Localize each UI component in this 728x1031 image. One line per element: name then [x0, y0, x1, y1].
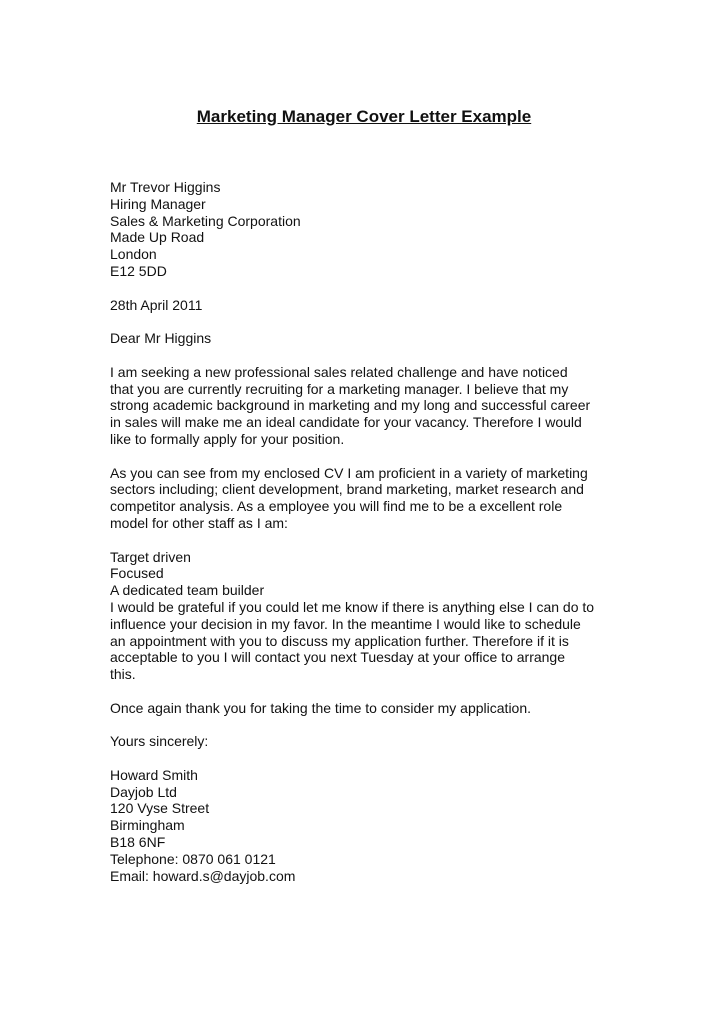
paragraph-skills	[110, 465, 670, 532]
paragraph-line: sectors including; client development, brand marketing, market research and	[110, 481, 584, 498]
spacer	[110, 750, 670, 767]
list-item: Focused	[110, 565, 164, 582]
paragraph-line: like to formally apply for your position.	[110, 430, 345, 447]
signoff: Yours sincerely:	[110, 733, 209, 750]
closing-paragraph: Once again thank you for taking the time to consider my application.	[110, 699, 532, 716]
sender-company: Dayjob Ltd	[110, 783, 177, 800]
sender-city: Birmingham	[110, 817, 185, 834]
sender-street: 120 Vyse Street	[110, 800, 210, 817]
recipient-role: Hiring Manager	[110, 195, 206, 212]
paragraph-line: model for other staff as I am:	[110, 514, 288, 531]
paragraph-line: this.	[110, 666, 136, 683]
spacer	[110, 347, 670, 364]
spacer	[110, 717, 670, 734]
list-item: A dedicated team builder	[110, 582, 265, 599]
salutation: Dear Mr Higgins	[110, 330, 212, 347]
spacer	[110, 532, 670, 549]
recipient-address	[110, 179, 670, 280]
spacer	[110, 448, 670, 465]
spacer	[110, 683, 670, 700]
sender-email: Email: howard.s@dayjob.com	[110, 867, 296, 884]
paragraph-request	[110, 599, 670, 683]
spacer	[110, 313, 670, 330]
recipient-company: Sales & Marketing Corporation	[110, 212, 301, 229]
paragraph-line: an appointment with you to discuss my application further. Therefore if it is	[110, 632, 569, 649]
paragraph-line: acceptable to you I will contact you next Tuesday at your office to arrange	[110, 649, 566, 666]
sender-postcode: B18 6NF	[110, 834, 166, 851]
sender-name: Howard Smith	[110, 766, 198, 783]
paragraph-intro	[110, 364, 670, 448]
paragraph-line: that you are currently recruiting for a marketing manager. I believe that my	[110, 380, 569, 397]
letter-date: 28th April 2011	[110, 296, 203, 313]
paragraph-line: influence your decision in my favor. In the meantime I would like to schedule	[110, 615, 581, 632]
recipient-street: Made Up Road	[110, 229, 205, 246]
sender-telephone: Telephone: 0870 061 0121	[110, 850, 276, 867]
paragraph-line: As you can see from my enclosed CV I am proficient in a variety of marketing	[110, 464, 588, 481]
spacer	[110, 280, 670, 297]
paragraph-line: competitor analysis. As a employee you will find me to be a excellent role	[110, 498, 563, 515]
page-title: Marketing Manager Cover Letter Example	[196, 107, 532, 126]
paragraph-line: in sales will make me an ideal candidate for your vacancy. Therefore I would	[110, 414, 582, 431]
qualities-list	[110, 549, 670, 599]
list-item: Target driven	[110, 548, 191, 565]
paragraph-line: strong academic background in marketing and my long and successful career	[110, 397, 591, 414]
recipient-postcode: E12 5DD	[110, 262, 167, 279]
letter-body	[110, 179, 670, 884]
paragraph-line: I would be grateful if you could let me know if there is anything else I can do to	[110, 598, 595, 615]
recipient-city: London	[110, 246, 157, 263]
paragraph-line: I am seeking a new professional sales related challenge and have noticed	[110, 363, 568, 380]
recipient-name: Mr Trevor Higgins	[110, 179, 221, 195]
sender-details	[110, 767, 670, 885]
